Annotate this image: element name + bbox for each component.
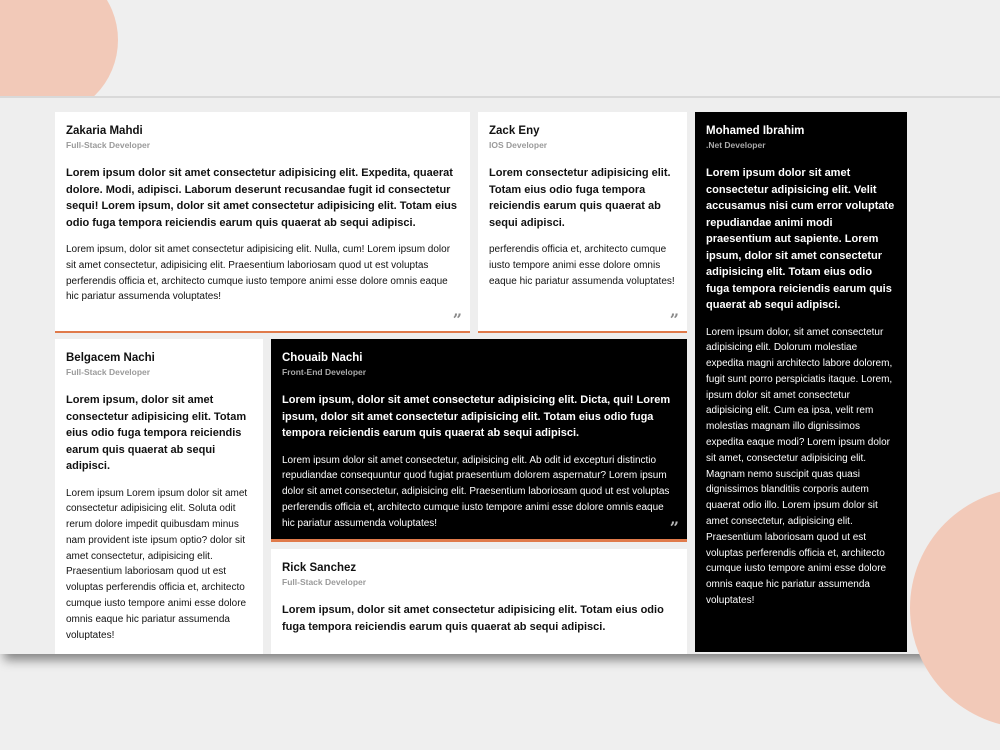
author-name: Rick Sanchez: [282, 562, 357, 574]
testimonial-card: [478, 112, 687, 333]
testimonial-lead: Lorem ipsum dolor sit amet consectetur adipisicing elit. Velit accusamus nisi cum error voluptate repudiandae animi modi praesentium aut sapiente. Lorem ipsum, dolor sit amet consectetur adipisicing elit. Totam eius odio fuga tempora reiciendis earum quis quaerat ab sequi adipisci.: [706, 167, 895, 311]
testimonial-body: Lorem ipsum Lorem ipsum dolor sit amet consectetur adipisicing elit. Soluta odit rerum dolore impedit quibusdam minus nam provident iste ipsum optio? dolor sit amet consectetur, adipisicing elit. Praesentium laboriosam quod ut est voluptas perferendis officia et, architecto cumque iusto tempore animi esse dolore omnis eaque hic pariatur assumenda voluptates!: [66, 487, 248, 641]
testimonial-card: [271, 549, 687, 654]
author-name: Zakaria Mahdi: [66, 125, 143, 137]
quote-icon: ”: [669, 310, 679, 329]
testimonial-card: [271, 339, 687, 542]
testimonial-lead: Lorem ipsum, dolor sit amet consectetur adipisicing elit. Totam eius odio fuga tempora reiciendis earum quis quaerat ab sequi adipisci.: [66, 394, 247, 472]
author-name: Mohamed Ibrahim: [706, 125, 805, 137]
quote-icon: ”: [669, 518, 679, 537]
author-name: Chouaib Nachi: [282, 352, 363, 364]
author-name: Belgacem Nachi: [66, 352, 155, 364]
testimonial-body: Lorem ipsum dolor sit amet consectetur, adipisicing elit. Ab odit id excepturi distinctio repudiandae consequuntur quod fugiat praesentium dolorem aspernatur? Lorem ipsum dolor sit amet consectetur, adipisicing elit. Praesentium laboriosam quod ut est voluptas perferendis officia et, architecto cumque iusto tempore animi esse dolore omnis eaque hic pariatur assumenda voluptates!: [282, 454, 670, 529]
author-role: Full-Stack Developer: [66, 367, 151, 377]
author-role: Front-End Developer: [282, 367, 367, 377]
author-role: Full-Stack Developer: [282, 577, 367, 587]
quote-icon: ”: [452, 310, 462, 329]
testimonial-card: [55, 112, 470, 333]
testimonial-lead: Lorem ipsum, dolor sit amet consectetur adipisicing elit. Dicta, qui! Lorem ipsum, dolor sit amet consectetur adipisicing elit. Totam eius odio fuga tempora reiciendis earum quis quaerat ab sequi adipisci.: [282, 394, 671, 439]
testimonial-card: [55, 339, 263, 654]
testimonials-grid: [0, 96, 1000, 654]
testimonial-body: Lorem ipsum dolor, sit amet consectetur adipisicing elit. Dolorum molestiae expedita magni architecto labore dolorem, fugit sunt porro perspiciatis itaque. Lorem, ipsum dolor sit amet consectetur adipisicing elit. Cum ea ipsa, velit rem molestias magnam illo dignissimos expedita eaque modi? Lorem ipsum dolor sit amet, consectetur adipisicing elit. Magnam nemo suscipit quas quasi dignissimos blanditiis corporis autem quaerat odio illo. Lorem ipsum dolor sit amet consectetur, adipisicing elit. Praesentium laboriosam quod ut est voluptas perferendis officia et, architecto cumque iusto tempore animi esse dolore omnis eaque hic pariatur assumenda voluptates!: [706, 326, 893, 607]
testimonial-body: perferendis officia et, architecto cumque iusto tempore animi esse dolore omnis eaque hic pariatur assumenda voluptates!: [489, 244, 675, 287]
testimonial-lead: Lorem ipsum, dolor sit amet consectetur adipisicing elit. Totam eius odio fuga tempora reiciendis earum quis quaerat ab sequi adipisci.: [282, 604, 664, 633]
author-name: Zack Eny: [489, 125, 540, 137]
author-role: .Net Developer: [706, 140, 766, 150]
testimonial-lead: Lorem ipsum dolor sit amet consectetur adipisicing elit. Expedita, quaerat dolore. Modi, adipisci. Laborum deserunt recusandae fugit id consectetur sequi! Lorem ipsum, dolor sit amet consectetur adipisicing elit. Totam eius odio fuga tempora reiciendis earum quis quaerat ab sequi adipisci.: [66, 167, 457, 229]
testimonial-card: [695, 112, 907, 652]
author-role: Full-Stack Developer: [66, 140, 151, 150]
testimonial-lead: Lorem consectetur adipisicing elit. Totam eius odio fuga tempora reiciendis earum quis quaerat ab sequi adipisci.: [489, 167, 671, 229]
testimonial-body: Lorem ipsum, dolor sit amet consectetur adipisicing elit. Nulla, cum! Lorem ipsum dolor sit amet consectetur, adipisicing elit. Praesentium laboriosam quod ut est voluptas perferendis officia et, architecto cumque iusto tempore animi esse dolore omnis eaque hic pariatur assumenda voluptates!: [66, 244, 451, 303]
author-role: IOS Developer: [489, 140, 548, 150]
